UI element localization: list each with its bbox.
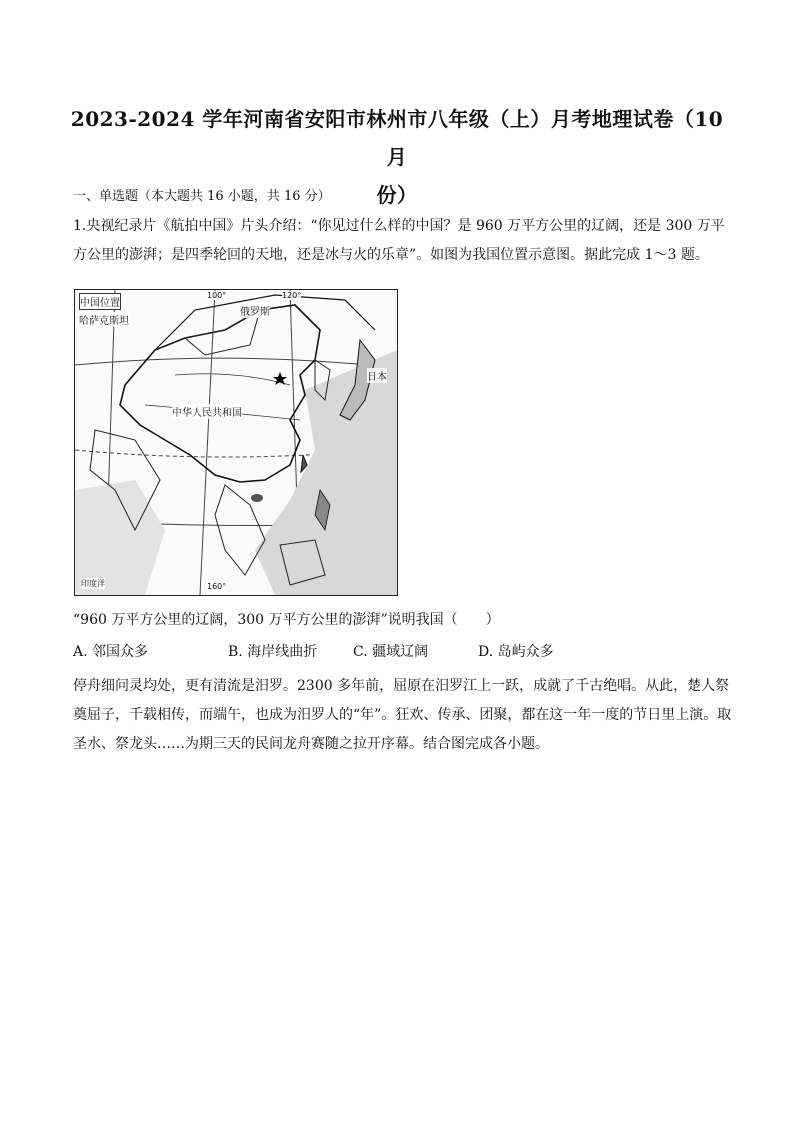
map-label-lon120: 120° (282, 291, 302, 300)
option-a[interactable]: A. 邻国众多 (73, 644, 149, 660)
question-1-intro: 1.央视纪录片《航拍中国》片头介绍：“你见过什么样的中国？是 960 万平方公里的辽阔，还是 300 万平方公里的澎湃；是四季轮回的天地，还是冰与火的乐章”。如图为我国位置示意图。据此完成 1～3 题。 (73, 218, 725, 263)
map-label-prc: 中华人民共和国 (172, 404, 242, 419)
map-drawing (75, 290, 397, 595)
map-label-china-position: 中国位置 (79, 293, 121, 310)
title-line-1: 2023-2024 学年河南省安阳市林州市八年级（上）月考地理试卷（10 月 (70, 107, 724, 169)
map-label-japan: 日本 (367, 368, 387, 383)
map-label-kazakhstan: 哈萨克斯坦 (79, 312, 129, 327)
option-c[interactable]: C. 疆域辽阔 (353, 644, 429, 660)
map-label-russia: 俄罗斯 (240, 303, 270, 318)
china-location-map (74, 289, 398, 596)
question-stem: “960 万平方公里的辽阔，300 万平方公里的澎湃”说明我国（ ） (73, 612, 500, 628)
section-heading: 一、单选题（本大题共 16 小题，共 16 分） (73, 189, 331, 204)
passage-text: 停舟细问灵均处，更有清流是汨罗。2300 多年前，屈原在汨罗江上一跃，成就了千古绝唱。从此，楚人祭奠屈子，千载相传，而端午，也成为汨罗人的“年”。狂欢、传承、团聚，都在这一年一度的节日里上演。取圣水、祭龙头……为期三天的民间龙舟赛随之拉开序幕。结合图完成各小题。 (73, 678, 732, 752)
map-label-sea: 印度洋 (81, 579, 105, 588)
option-b[interactable]: B. 海岸线曲折 (228, 644, 318, 660)
option-d[interactable]: D. 岛屿众多 (478, 644, 554, 660)
title-line-2: 份） (376, 183, 418, 207)
map-label-lon100: 100° (207, 291, 227, 300)
map-label-lon160: 160° (207, 582, 227, 591)
